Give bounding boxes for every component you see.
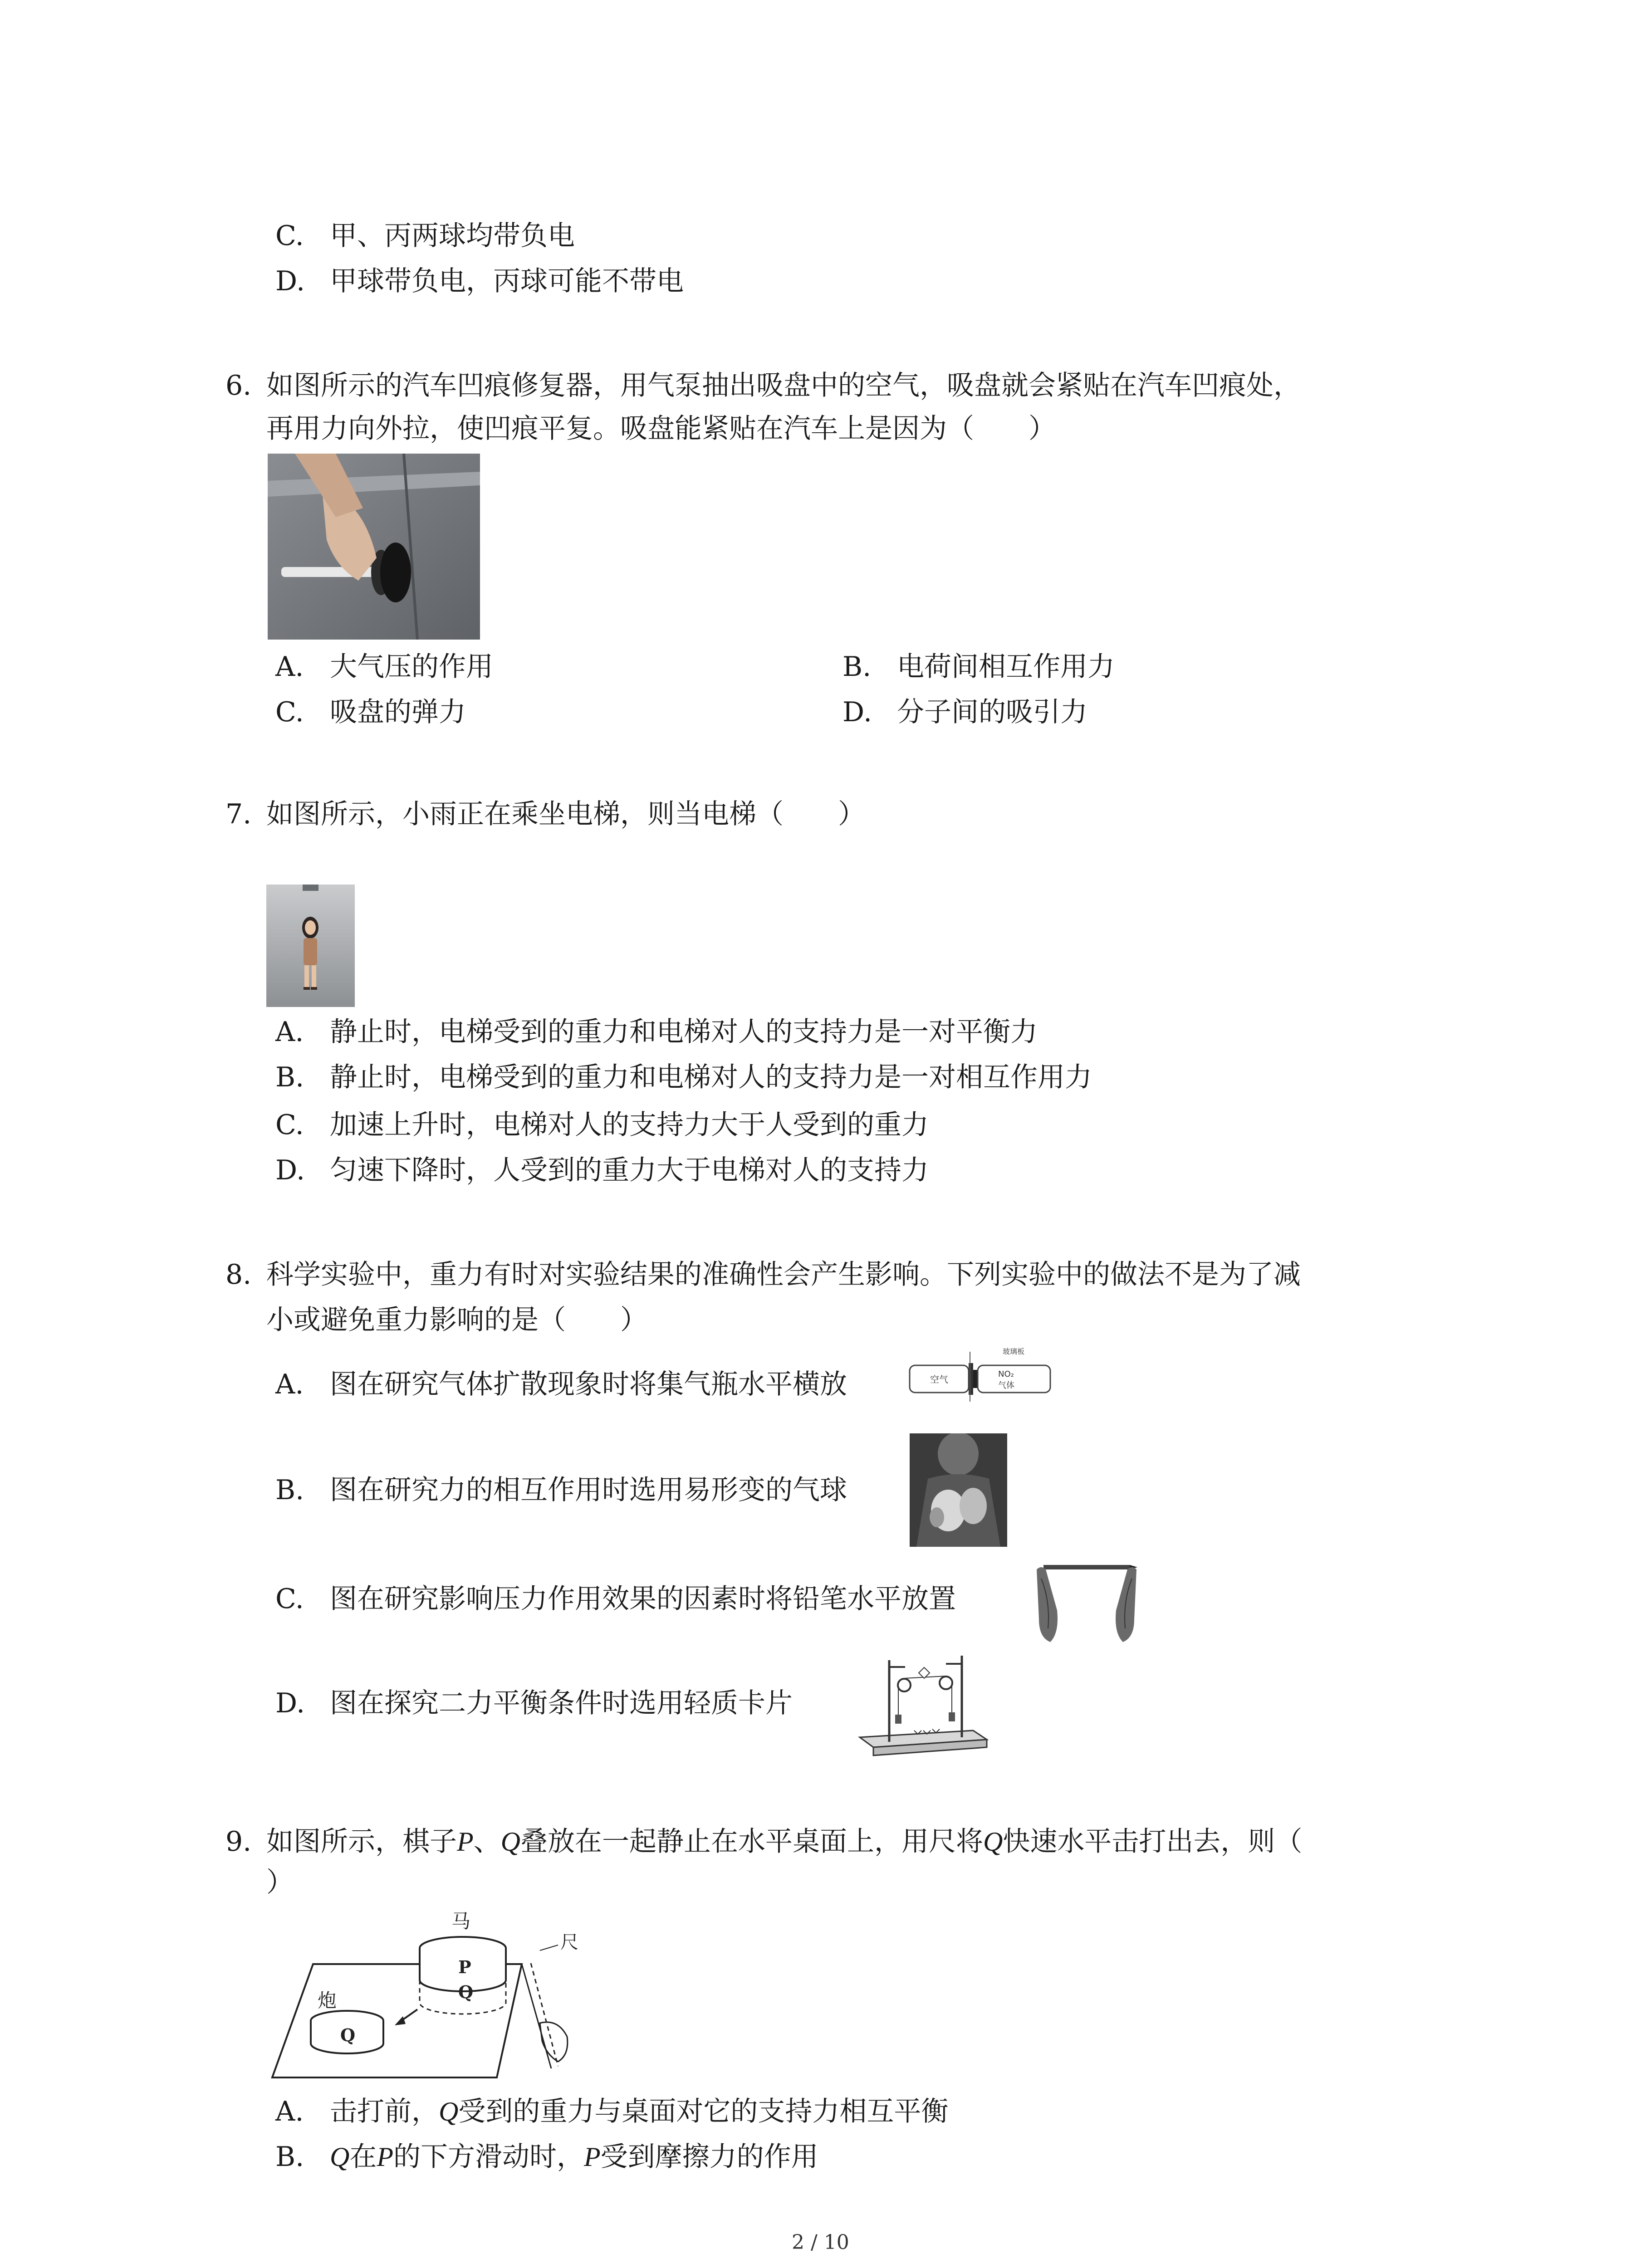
q9-option-b xyxy=(275,2139,818,2175)
option-text: 图在研究影响压力作用效果的因素时将铅笔水平放置 xyxy=(330,1583,956,1615)
label-no2: NO₂ xyxy=(998,1369,1014,1379)
label-q: Q xyxy=(458,1982,474,2002)
question-number: 9. xyxy=(225,1826,252,1857)
question-text: 科学实验中，重力有时对实验结果的准确性会产生影响。下列实验中的做法不是为了减 xyxy=(266,1259,1301,1290)
option-text: 匀速下降时，人受到的重力大于电梯对人的支持力 xyxy=(330,1154,929,1186)
option-letter: D. xyxy=(275,265,305,297)
question-number: 7. xyxy=(225,798,252,830)
chess-pieces-table-diagram xyxy=(268,1905,594,2087)
option-text: 大气压的作用 xyxy=(330,651,493,683)
option-letter: C. xyxy=(275,220,304,252)
q5-option-c xyxy=(275,218,575,254)
question-text-c: 快速水平击打出去，则（ xyxy=(1003,1826,1303,1857)
option-text-pre: 击打前， xyxy=(330,2096,439,2127)
var-q: Q xyxy=(500,1827,520,1857)
option-letter: B. xyxy=(275,1474,304,1506)
option-text: 静止时，电梯受到的重力和电梯对人的支持力是一对相互作用力 xyxy=(330,1061,1092,1093)
option-letter: B. xyxy=(275,1061,304,1093)
question-text: 如图所示，小雨正在乘坐电梯，则当电梯（ ） xyxy=(266,798,865,830)
q7-option-b xyxy=(275,1059,1092,1095)
var-p: P xyxy=(457,1827,474,1857)
q6-option-b xyxy=(843,649,1115,685)
question-number: 6. xyxy=(225,370,252,401)
option-letter: D. xyxy=(843,696,872,728)
option-letter: D. xyxy=(275,1154,305,1186)
q8-figure-a-gas-diffusion xyxy=(907,1343,1057,1411)
page-number: 2 / 10 xyxy=(792,2231,849,2254)
q8-option-a xyxy=(275,1366,847,1403)
q8-figure-b-balloon-photo xyxy=(910,1433,1007,1547)
var-p: P xyxy=(584,2142,601,2172)
q6-option-a xyxy=(275,649,493,685)
q7-option-d xyxy=(275,1152,929,1188)
label-ma: 马 xyxy=(451,1910,471,1932)
option-text: 吸盘的弹力 xyxy=(330,696,466,728)
option-letter: B. xyxy=(275,2141,304,2173)
option-text: 图在研究力的相互作用时选用易形变的气球 xyxy=(330,1474,847,1506)
label-gas: 气体 xyxy=(998,1381,1014,1390)
option-letter: B. xyxy=(843,651,872,683)
q6-stem-line1 xyxy=(225,367,1301,404)
option-letter: A. xyxy=(275,651,304,683)
q8-option-d xyxy=(275,1685,793,1721)
option-text: 电荷间相互作用力 xyxy=(897,651,1115,683)
option-text-mid: 在 xyxy=(349,2141,377,2173)
q6-stem-line2: 再用力向外拉，使凹痕平复。吸盘能紧贴在汽车上是因为（ ） xyxy=(266,413,1056,445)
option-text-post: 受到的重力与桌面对它的支持力相互平衡 xyxy=(458,2096,949,2127)
label-glass-plate: 玻璃板 xyxy=(1003,1347,1025,1356)
label-pao: 炮 xyxy=(318,1989,337,2012)
q7-stem-line1 xyxy=(225,796,865,832)
pencil-between-fingers xyxy=(1032,1551,1141,1647)
balance-card-apparatus xyxy=(855,1651,991,1760)
var-p: P xyxy=(377,2142,393,2172)
q7-option-a xyxy=(275,1014,1038,1050)
q6-option-c xyxy=(275,694,466,730)
q8-figure-c-pencil-hands xyxy=(1032,1551,1141,1647)
option-letter: C. xyxy=(275,1109,304,1141)
option-text: 分子间的吸引力 xyxy=(897,696,1087,728)
option-text-post: 受到摩擦力的作用 xyxy=(600,2141,818,2173)
q9-stem-line2: ） xyxy=(266,1867,294,1898)
label-q-moved: Q xyxy=(340,2025,356,2045)
q8-stem-line1 xyxy=(225,1256,1301,1293)
elevator-girl-illustration xyxy=(266,885,355,1007)
option-letter: A. xyxy=(275,1369,304,1400)
var-q: Q xyxy=(439,2097,459,2126)
option-letter: D. xyxy=(275,1687,305,1719)
option-text: 静止时，电梯受到的重力和电梯对人的支持力是一对平衡力 xyxy=(330,1016,1038,1048)
option-text: 甲球带负电，丙球可能不带电 xyxy=(330,265,684,297)
option-text: 图在研究气体扩散现象时将集气瓶水平横放 xyxy=(330,1369,847,1400)
option-letter: C. xyxy=(275,1583,304,1615)
option-letter: A. xyxy=(275,2096,304,2127)
q6-figure-dent-repair-photo xyxy=(268,454,480,640)
q9-stem-line1 xyxy=(225,1823,1302,1860)
option-text: 图在探究二力平衡条件时选用轻质卡片 xyxy=(330,1687,793,1719)
option-text: 加速上升时，电梯对人的支持力大于人受到的重力 xyxy=(330,1109,929,1141)
balloon-squeeze-photo xyxy=(910,1433,1007,1547)
gas-diffusion-jars xyxy=(907,1343,1057,1411)
label-air: 空气 xyxy=(930,1374,948,1385)
separator: 、 xyxy=(473,1826,501,1857)
q9-figure-chess-pieces xyxy=(268,1905,594,2087)
q6-option-d xyxy=(843,694,1087,730)
question-text-a: 如图所示，棋子 xyxy=(266,1826,457,1857)
q8-option-b xyxy=(275,1472,847,1508)
q9-option-a xyxy=(275,2093,948,2130)
var-q: Q xyxy=(330,2142,350,2172)
option-letter: A. xyxy=(275,1016,304,1048)
q7-option-c xyxy=(275,1107,929,1143)
q8-stem-line2: 小或避免重力影响的是（ ） xyxy=(266,1304,647,1336)
label-ruler: 尺 xyxy=(560,1932,578,1953)
option-letter: C. xyxy=(275,696,304,728)
q7-figure-elevator xyxy=(266,885,355,1007)
option-text: 甲、丙两球均带负电 xyxy=(330,220,575,252)
q5-option-d xyxy=(275,263,684,299)
q8-figure-d-two-force-apparatus xyxy=(855,1651,991,1760)
var-q: Q xyxy=(983,1827,1003,1857)
question-text: 如图所示的汽车凹痕修复器，用气泵抽出吸盘中的空气，吸盘就会紧贴在汽车凹痕处， xyxy=(266,370,1301,401)
q8-option-c xyxy=(275,1581,956,1617)
option-text-mid2: 的下方滑动时， xyxy=(393,2141,584,2173)
dent-repair-photo xyxy=(268,454,480,640)
label-p: P xyxy=(458,1957,471,1977)
question-number: 8. xyxy=(225,1259,252,1290)
question-text-b: 叠放在一起静止在水平桌面上，用尺将 xyxy=(520,1826,983,1857)
